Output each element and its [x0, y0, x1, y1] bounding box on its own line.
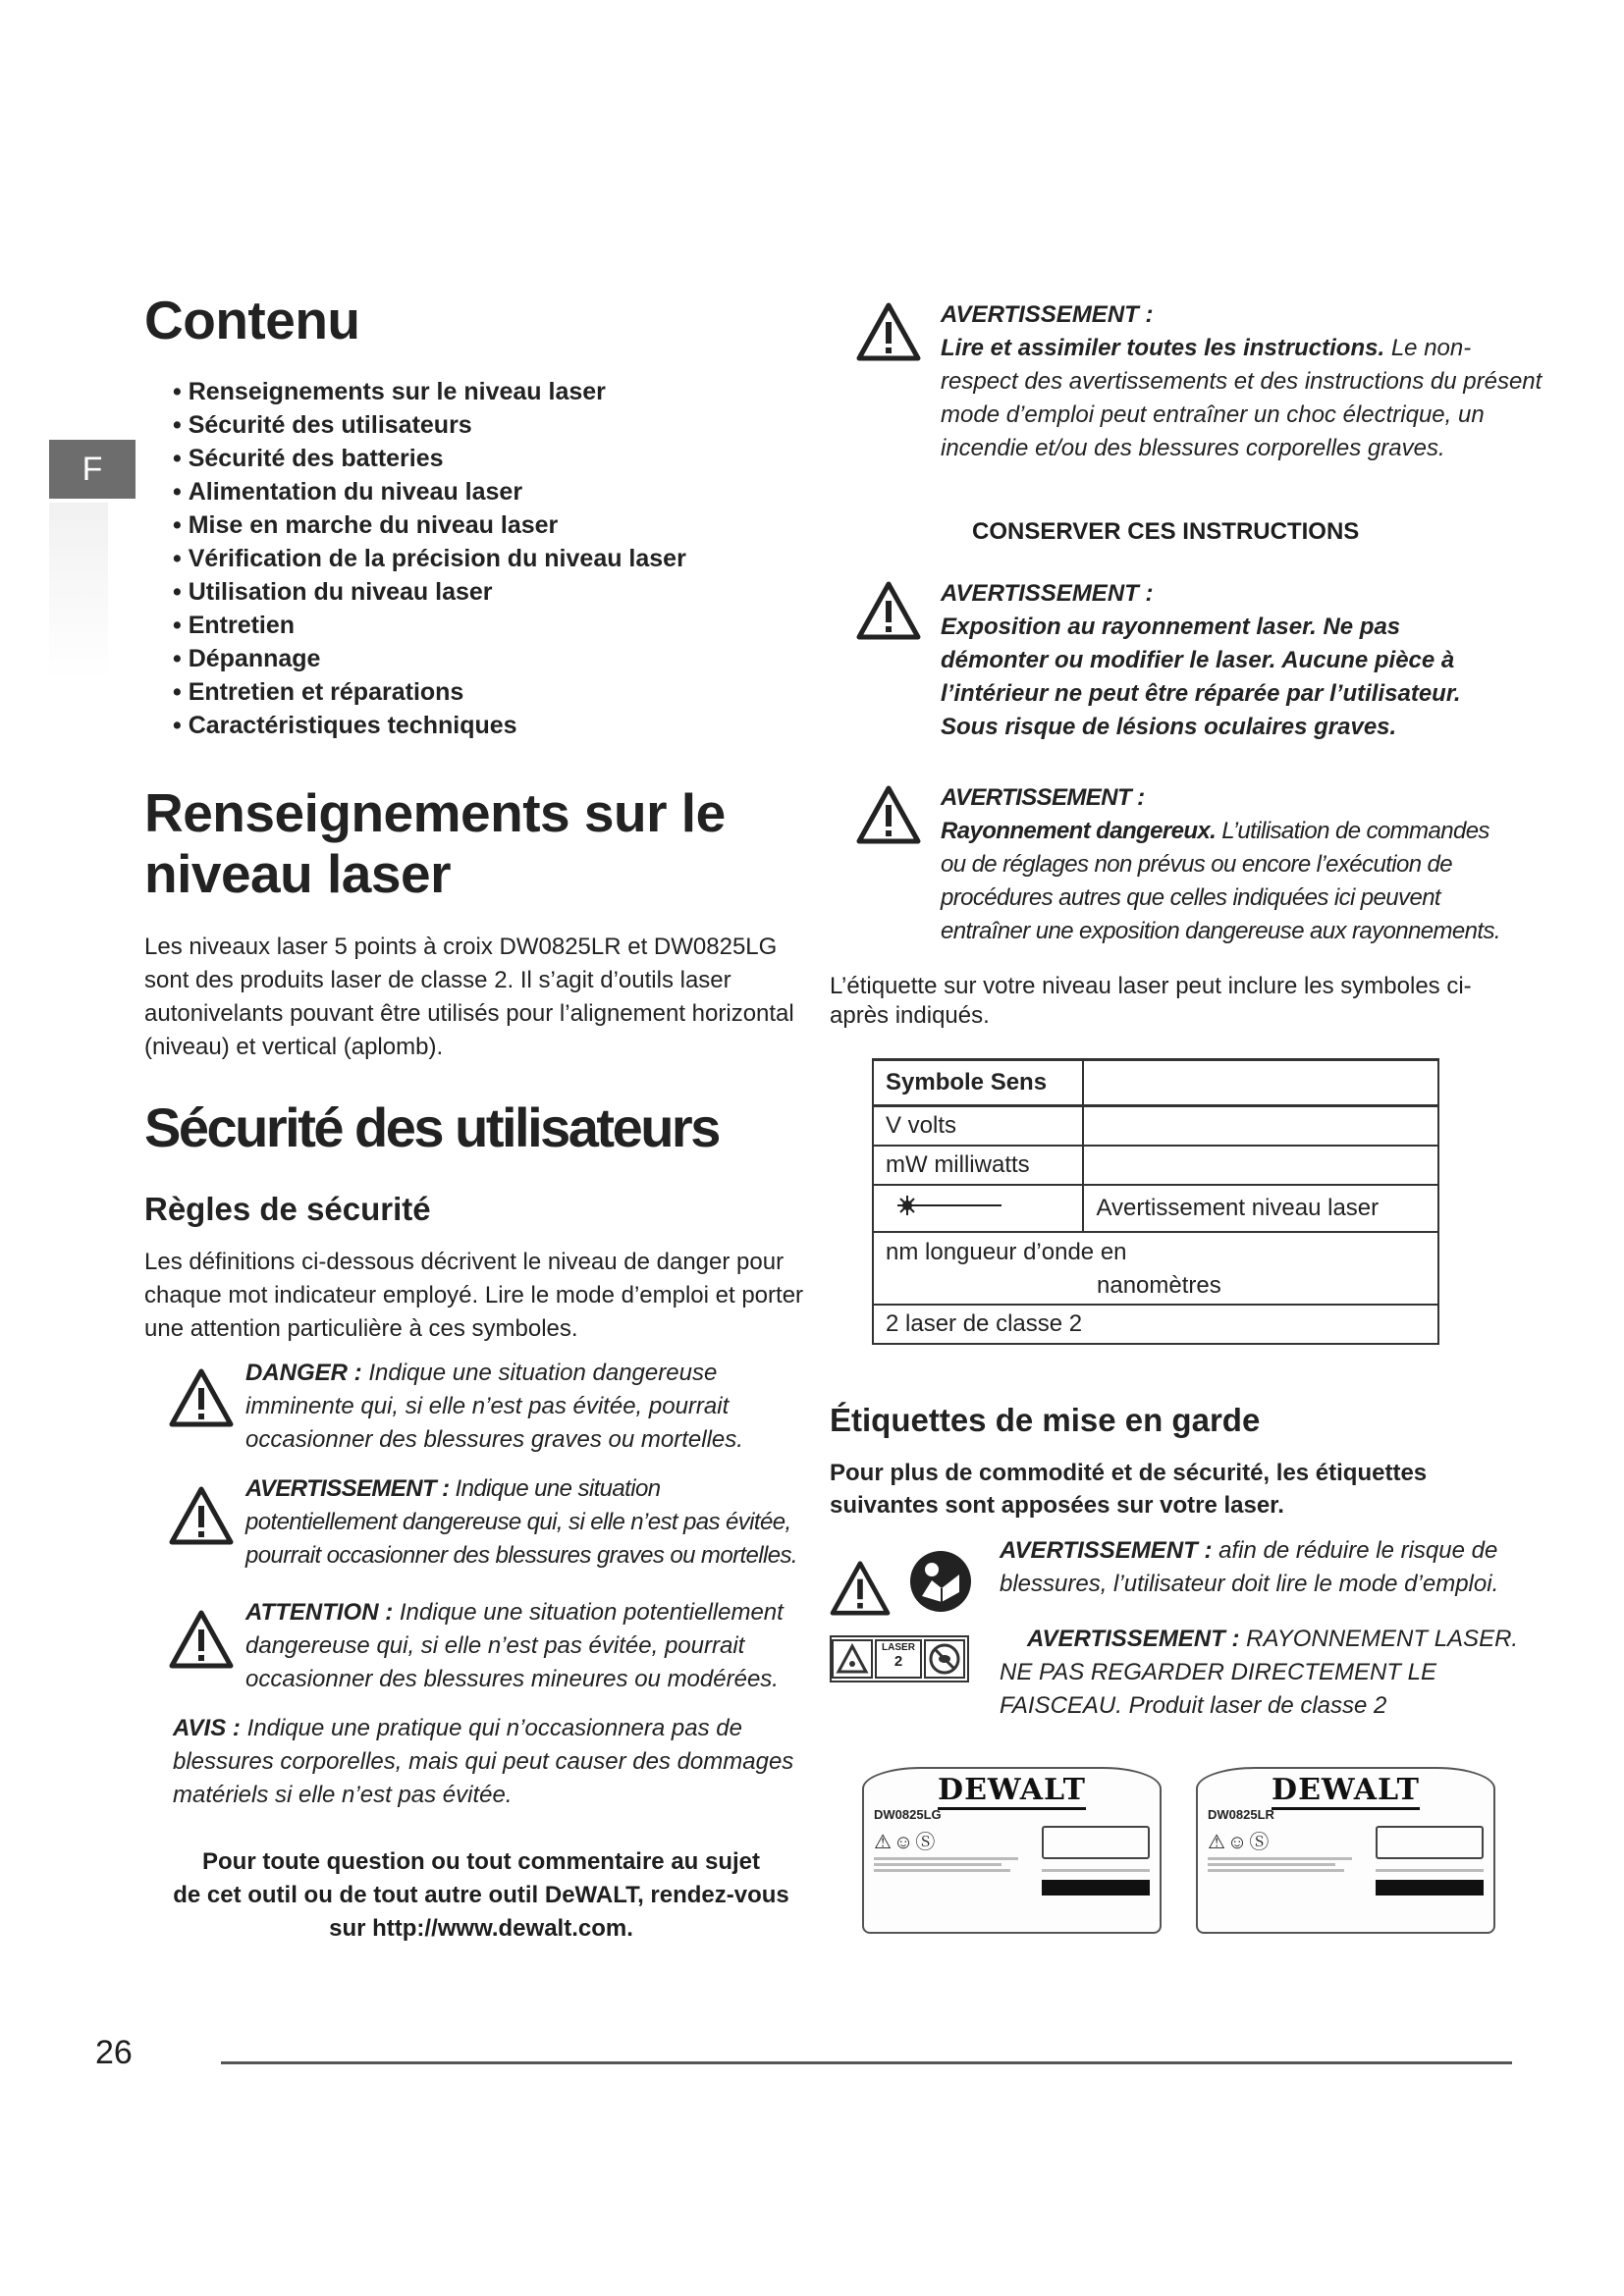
laser-radiation-warning: [856, 577, 1514, 744]
fine-print: [1208, 1869, 1344, 1872]
contact-info: [147, 1845, 815, 1946]
toc-item: • Entretien et réparations: [173, 675, 686, 709]
contact-line: Pour toute question ou tout commentaire au sujet: [201, 1848, 761, 1875]
warning-3-description: L’utilisation de commandes ou de réglages non prévus ou encore l’exécution de procédures autres que celles indiquées ici peuvent entraîner une exposition dangereuse aux rayonnements.: [941, 818, 1500, 944]
fine-print: [874, 1863, 1001, 1866]
table-cell: Avertissement niveau laser: [1083, 1185, 1438, 1232]
table-cell: [873, 1185, 1083, 1232]
warning-2-text: [941, 577, 1514, 744]
wavelength-term: nm longueur d’onde en: [886, 1239, 1127, 1265]
table-row: [873, 1106, 1438, 1147]
label-1-label: AVERTISSEMENT :: [1000, 1537, 1213, 1564]
table-header-cell: [1083, 1060, 1438, 1106]
table-row: [873, 1185, 1438, 1232]
warning-2-bold: Exposition au rayonnement laser. Ne pas démonter ou modifier le laser. Aucune pièce à l’intérieur ne peut être réparée par l’utilisateur. Sous risque de lésions oculaires graves.: [941, 614, 1461, 740]
toc-item: • Renseignements sur le niveau laser: [173, 375, 686, 408]
caution-description: Indique une situation potentiellement dangereuse qui, si elle n’est pas évitée, pourrait occasionner des blessures mineures ou modérées.: [245, 1599, 784, 1692]
laser-badge-icon: [1376, 1826, 1484, 1859]
warning-triangle-icon: [169, 1368, 234, 1427]
danger-label: DANGER :: [245, 1360, 362, 1386]
table-row: [873, 1305, 1438, 1344]
rules-paragraph: Les définitions ci-dessous décrivent le niveau de danger pour chaque mot indicateur employé. Lire le mode d’emploi et porter une attention particulière à ces symboles.: [144, 1249, 804, 1342]
fine-print: [874, 1869, 1010, 1872]
toc-item: • Sécurité des batteries: [173, 442, 686, 475]
keep-instructions: CONSERVER CES INSTRUCTIONS: [972, 518, 1360, 545]
toc-item: • Sécurité des utilisateurs: [173, 408, 686, 442]
notice-description: Indique une pratique qui n’occasionnera pas de blessures corporelles, mais qui peut causer des dommages matériels si elle n’est pas évitée.: [173, 1715, 794, 1808]
contact-line: sur http://www.dewalt.com.: [329, 1915, 633, 1942]
label-symbols-icon: ⚠☺Ⓢ: [1208, 1832, 1272, 1853]
table-header: [873, 1060, 1438, 1106]
caution-text: [245, 1596, 807, 1696]
warning-triangle-icon: [830, 1561, 891, 1616]
info-paragraph: Les niveaux laser 5 points à croix DW0825LR et DW0825LG sont des produits laser de classe 2. Il s’agit d’outils laser autonivelants pouvant être utilisés pour l’alignement horizontal (niveau) et vertical (aplomb).: [144, 934, 794, 1060]
warning-labels-intro: Pour plus de commodité et de sécurité, les étiquettes suivantes sont apposées sur votre laser.: [830, 1460, 1428, 1519]
warning-2-label: AVERTISSEMENT :: [941, 580, 1154, 607]
table-cell: V volts: [873, 1106, 1083, 1147]
read-manual-icon: [908, 1549, 973, 1614]
toc-item: • Alimentation du niveau laser: [173, 475, 686, 508]
warning-1-text: [941, 298, 1543, 465]
laser-beam-icon: [886, 1194, 1003, 1217]
hazardous-radiation-warning: [856, 781, 1514, 948]
barcode-bar: [1042, 1880, 1150, 1896]
table-header-cell: Symbole Sens: [873, 1060, 1083, 1106]
warning-text: [245, 1472, 807, 1573]
model-number: DW0825LR: [1208, 1807, 1274, 1822]
laser-class-badge: [830, 1635, 969, 1682]
warning-labels-title: Étiquettes de mise en garde: [830, 1402, 1261, 1438]
danger-description: Indique une situation dangereuse imminente qui, si elle n’est pas évitée, pourrait occasionner des blessures graves ou mortelles.: [245, 1360, 743, 1453]
read-instructions-warning: [856, 298, 1543, 465]
table-cell: [1083, 1146, 1438, 1185]
fine-print: [874, 1857, 1018, 1860]
product-label-lg: [862, 1767, 1162, 1934]
notice-block: [173, 1712, 801, 1812]
toc-item: • Entretien: [173, 609, 686, 642]
fine-print: [1376, 1869, 1484, 1872]
fine-print: [1208, 1863, 1335, 1866]
barcode-bar: [1376, 1880, 1484, 1896]
table-row: [873, 1232, 1438, 1305]
table-of-contents: [173, 375, 686, 742]
toc-item: • Vérification de la précision du niveau laser: [173, 542, 686, 575]
table-cell: mW milliwatts: [873, 1146, 1083, 1185]
warning-triangle-icon: [856, 785, 921, 844]
label-intro: L’étiquette sur votre niveau laser peut inclure les symboles ci-après indiqués.: [830, 973, 1472, 1029]
label-1-description: afin de réduire le risque de blessures, l’utilisateur doit lire le mode d’emploi.: [1000, 1537, 1499, 1597]
symbol-table: [872, 1058, 1439, 1345]
no-stare-icon: [924, 1639, 965, 1679]
model-number: DW0825LG: [874, 1807, 942, 1822]
toc-item: • Caractéristiques techniques: [173, 709, 686, 742]
safety-section-title: Sécurité des utilisateurs: [144, 1096, 719, 1158]
laser-badge-icon: [1042, 1826, 1150, 1859]
danger-text: [245, 1357, 807, 1457]
contact-line: de cet outil ou de tout autre outil DeWALT, rendez-vous: [173, 1882, 789, 1908]
label-2-description: RAYONNEMENT LASER. NE PAS REGARDER DIRECTEMENT LE FAISCEAU. Produit laser de classe 2: [1000, 1626, 1519, 1719]
warning-block: [169, 1472, 807, 1573]
fine-print: [1208, 1857, 1352, 1860]
warning-triangle-icon: [169, 1486, 234, 1545]
laser-class-box: [875, 1639, 922, 1679]
label-2-label: AVERTISSEMENT :: [1027, 1626, 1240, 1652]
warning-1-label: AVERTISSEMENT :: [941, 301, 1154, 328]
caution-label: ATTENTION :: [245, 1599, 394, 1626]
laser-badge-num: 2: [893, 1653, 903, 1670]
language-tab: F: [49, 440, 135, 499]
table-cell: [873, 1232, 1438, 1305]
page-number: 26: [95, 2034, 133, 2071]
warning-3-bold: Rayonnement dangereux.: [941, 818, 1217, 844]
warning-description: Indique une situation potentiellement dangereuse qui, si elle n’est pas évitée, pourrait occasionner des blessures graves ou mortelles.: [245, 1475, 797, 1569]
warning-triangle-icon: [856, 302, 921, 361]
footer-rule: [221, 2061, 1512, 2064]
warning-1-description: Le non-respect des avertissements et des instructions du présent mode d’emploi peut entraîner un choc électrique, un incendie et/ou des blessures corporelles graves.: [941, 335, 1543, 461]
contents-title: Contenu: [144, 290, 360, 350]
fine-print: [1042, 1869, 1150, 1872]
warning-label: AVERTISSEMENT :: [245, 1475, 450, 1502]
toc-item: • Dépannage: [173, 642, 686, 675]
table-cell: 2 laser de classe 2: [873, 1305, 1438, 1344]
laser-warning-icon: [832, 1639, 873, 1679]
laser-badge-top: LASER: [882, 1642, 915, 1653]
info-title-line1: Renseignements sur le: [144, 782, 726, 843]
label-symbols-icon: ⚠☺Ⓢ: [874, 1832, 938, 1853]
warning-3-label: AVERTISSEMENT :: [941, 784, 1145, 811]
brand-logo: DEWALT: [864, 1773, 1160, 1807]
warning-3-text: [941, 781, 1514, 948]
toc-item: • Utilisation du niveau laser: [173, 575, 686, 609]
warning-triangle-icon: [856, 581, 921, 640]
table-cell: [1083, 1106, 1438, 1147]
info-section-title: [144, 783, 726, 904]
label-1-text: [1000, 1534, 1520, 1601]
side-decoration: [49, 503, 108, 679]
warning-1-bold: Lire et assimiler toutes les instructions.: [941, 335, 1385, 361]
caution-block: [169, 1596, 807, 1696]
table-row: [873, 1146, 1438, 1185]
danger-block: [169, 1357, 807, 1457]
wavelength-unit: nanomètres: [1097, 1272, 1221, 1299]
label-2-text: [1000, 1623, 1530, 1723]
info-title-line2: niveau laser: [144, 842, 451, 904]
product-label-lr: [1196, 1767, 1495, 1934]
toc-item: • Mise en marche du niveau laser: [173, 508, 686, 542]
warning-triangle-icon: [169, 1610, 234, 1669]
brand-logo: DEWALT: [1198, 1773, 1493, 1807]
rules-title: Règles de sécurité: [144, 1191, 431, 1227]
notice-label: AVIS :: [173, 1715, 241, 1741]
